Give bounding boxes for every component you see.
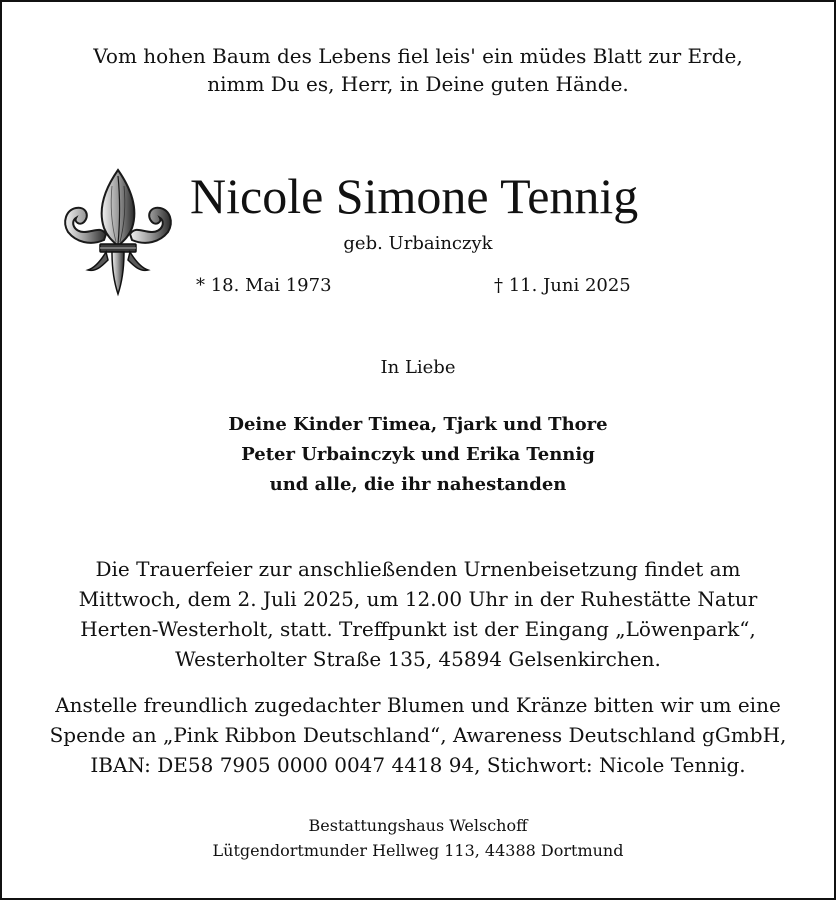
death-date: † 11. Juni 2025 — [494, 275, 631, 296]
mourners-list — [0, 410, 836, 500]
deceased-name: Nicole Simone Tennig — [190, 168, 639, 224]
donation-notice — [0, 690, 836, 780]
funeral-home — [0, 813, 836, 863]
verse — [0, 42, 836, 98]
mourner-line: Peter Urbainczyk und Erika Tennig — [241, 444, 595, 465]
mourner-line: Deine Kinder Timea, Tjark und Thore — [228, 414, 608, 435]
donation-line: Spende an „Pink Ribbon Deutschland“, Awareness Deutschland gGmbH, — [49, 723, 787, 747]
maiden-name: geb. Urbainczyk — [343, 233, 493, 254]
donation-line: IBAN: DE58 7905 0000 0047 4418 94, Stichwort: Nicole Tennig. — [90, 753, 746, 777]
funeral-home-name: Bestattungshaus Welschoff — [308, 816, 528, 835]
birth-date: * 18. Mai 1973 — [196, 275, 332, 296]
donation-line: Anstelle freundlich zugedachter Blumen und Kränze bitten wir um eine — [55, 693, 781, 717]
verse-line: nimm Du es, Herr, in Deine guten Hände. — [207, 72, 629, 96]
mourner-line: und alle, die ihr nahestanden — [269, 474, 567, 495]
ceremony-line: Westerholter Straße 135, 45894 Gelsenkirchen. — [175, 647, 661, 671]
ceremony-notice — [0, 554, 836, 674]
ceremony-line: Mittwoch, dem 2. Juli 2025, um 12.00 Uhr in der Ruhestätte Natur — [78, 587, 758, 611]
verse-line: Vom hohen Baum des Lebens fiel leis' ein müdes Blatt zur Erde, — [93, 44, 743, 68]
ceremony-line: Die Trauerfeier zur anschließenden Urnenbeisetzung findet am — [95, 557, 741, 581]
ceremony-line: Herten-Westerholt, statt. Treffpunkt ist der Eingang „Löwenpark“, — [80, 617, 756, 641]
in-love-heading: In Liebe — [380, 357, 456, 378]
fleur-lower-center — [112, 252, 124, 294]
funeral-home-address: Lütgendortmunder Hellweg 113, 44388 Dortmund — [212, 841, 624, 860]
